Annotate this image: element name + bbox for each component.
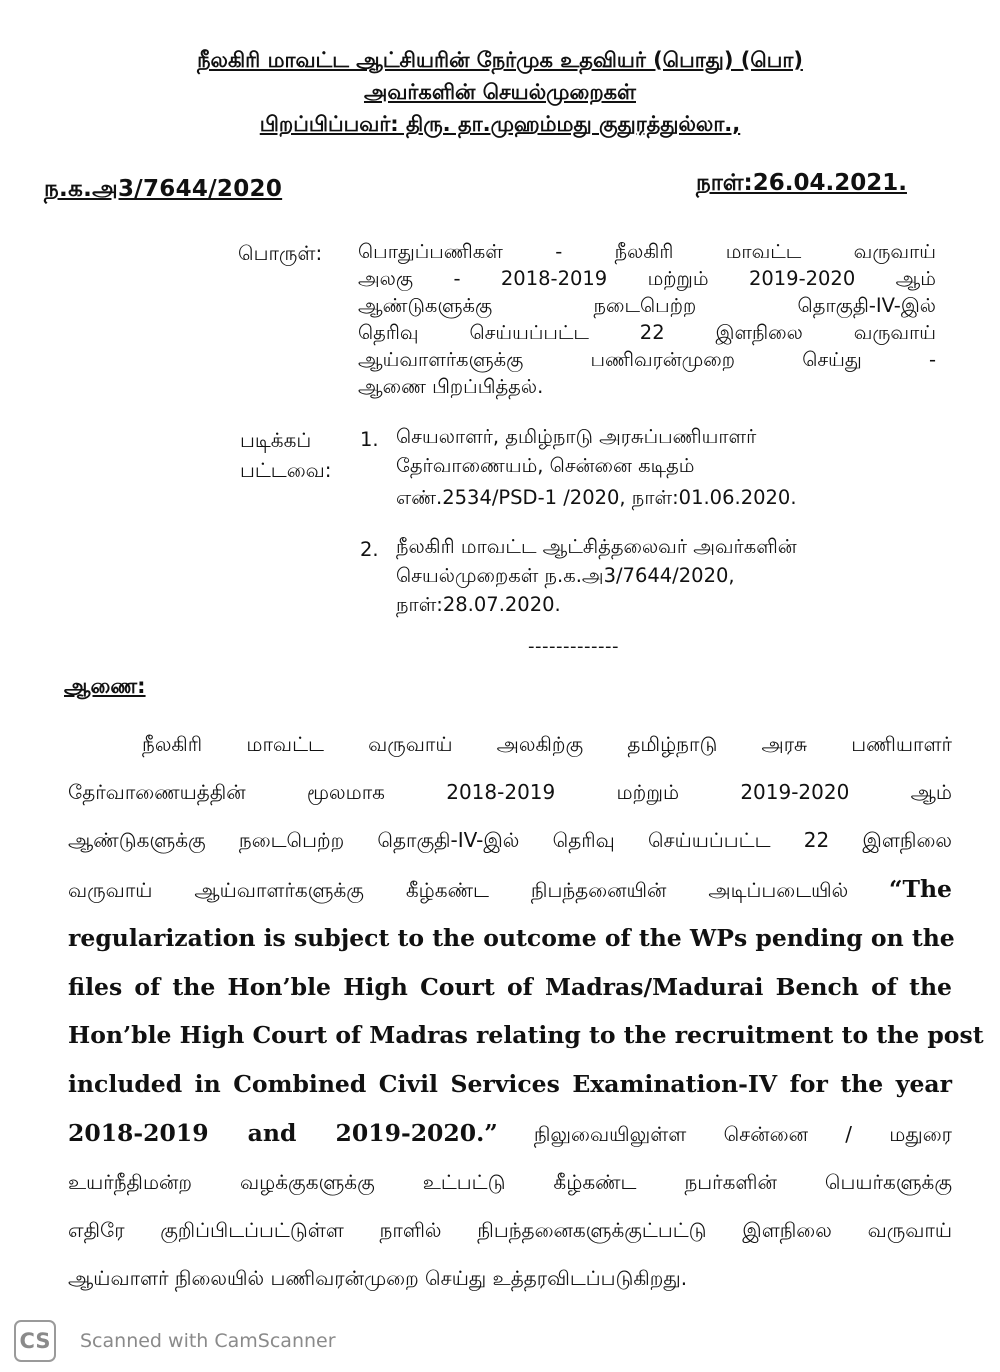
subject-label: பொருள்:	[238, 241, 323, 265]
references-label-1: படிக்கப்	[240, 428, 312, 452]
subject-line: ஆண்டுகளுக்கு நடைபெற்ற தொகுதி-IV-இல்	[358, 294, 936, 317]
reference-number-2: 2.	[360, 538, 379, 561]
subject-line: அலகு - 2018-2019 மற்றும் 2019-2020 ஆம்	[358, 267, 936, 290]
order-line-ta-part: வருவாய் ஆய்வாளர்களுக்கு கீழ்கண்ட நிபந்தனையின் அடிப்படையில்	[68, 878, 849, 902]
order-line: தேர்வாணையத்தின் மூலமாக 2018-2019 மற்றும் 2019-2020 ஆம்	[68, 780, 952, 804]
order-line: உயர்நீதிமன்ற வழக்குகளுக்கு உட்பட்டு கீழ்கண்ட நபர்களின் பெயர்களுக்கு	[68, 1170, 952, 1194]
order-line: எதிரே குறிப்பிடப்பட்டுள்ள நாளில் நிபந்தனைகளுக்குட்பட்டு இளநிலை வருவாய்	[68, 1218, 952, 1242]
order-line-en-part: “The	[888, 875, 952, 903]
scanned-with-text: Scanned with CamScanner	[80, 1330, 336, 1352]
reference-line: நீலகிரி மாவட்ட ஆட்சித்தலைவர் அவர்களின்	[396, 535, 797, 558]
order-line-english: files of the Hon’ble High Court of Madras/Madurai Bench of the	[68, 972, 952, 1001]
reference-number: ந.க.அ3/7644/2020	[44, 176, 283, 202]
header-line-2: அவர்களின் செயல்முறைகள்	[363, 80, 636, 104]
order-line-mixed	[68, 864, 952, 914]
subject-line: ஆய்வாளர்களுக்கு பணிவரன்முறை செய்து -	[358, 348, 936, 371]
order-label: ஆணை:	[64, 674, 146, 698]
order-line-english: included in Combined Civil Services Examination-IV for the year	[68, 1069, 952, 1098]
reference-line: தேர்வாணையம், சென்னை கடிதம்	[396, 454, 695, 477]
header-line-1: நீலகிரி மாவட்ட ஆட்சியரின் நேர்முக உதவியர் (பொது) (பொ)	[197, 48, 803, 72]
order-date: நாள்:26.04.2021.	[696, 170, 907, 196]
subject-line: ஆணை பிறப்பித்தல்.	[358, 375, 544, 398]
order-line: நீலகிரி மாவட்ட வருவாய் அலகிற்கு தமிழ்நாடு அரசு பணியாளர்	[142, 732, 952, 756]
order-line-english: Hon’ble High Court of Madras relating to the recruitment to the post	[68, 1021, 984, 1049]
order-line-mixed	[68, 1108, 952, 1158]
order-line: ஆண்டுகளுக்கு நடைபெற்ற தொகுதி-IV-இல் தெரிவு செய்யப்பட்ட 22 இளநிலை	[68, 828, 952, 852]
reference-line: செயலாளர், தமிழ்நாடு அரசுப்பணியாளர்	[396, 425, 757, 448]
reference-line: எண்.2534/PSD-1 /2020, நாள்:01.06.2020.	[396, 486, 797, 509]
subject-line: தெரிவு செய்யப்பட்ட 22 இளநிலை வருவாய்	[358, 321, 936, 344]
reference-number-1: 1.	[360, 428, 379, 451]
reference-line: நாள்:28.07.2020.	[396, 593, 561, 616]
order-line-en-part: 2018-2019 and 2019-2020.”	[68, 1119, 498, 1147]
references-label-2: பட்டவை:	[240, 458, 332, 482]
subject-text	[358, 238, 936, 400]
reference-item-1	[396, 422, 797, 512]
camscanner-logo: CS	[14, 1320, 56, 1362]
order-line-english: regularization is subject to the outcome of the WPs pending on the	[68, 924, 955, 952]
order-line: ஆய்வாளர் நிலையில் பணிவரன்முறை செய்து உத்தரவிடப்படுகிறது.	[68, 1266, 688, 1290]
order-line-ta-part: நிலுவையிலுள்ள சென்னை / மதுரை	[533, 1122, 953, 1146]
order-body	[68, 720, 984, 1302]
reference-item-2	[396, 532, 797, 619]
subject-line: பொதுப்பணிகள் - நீலகிரி மாவட்ட வருவாய்	[358, 240, 936, 263]
reference-line: செயல்முறைகள் ந.க.அ3/7644/2020,	[396, 564, 735, 587]
header-line-3: பிறப்பிப்பவர்: திரு. தா.முஹம்மது குதுரத்துல்லா.,	[259, 112, 741, 136]
separator: -------------	[528, 636, 619, 657]
